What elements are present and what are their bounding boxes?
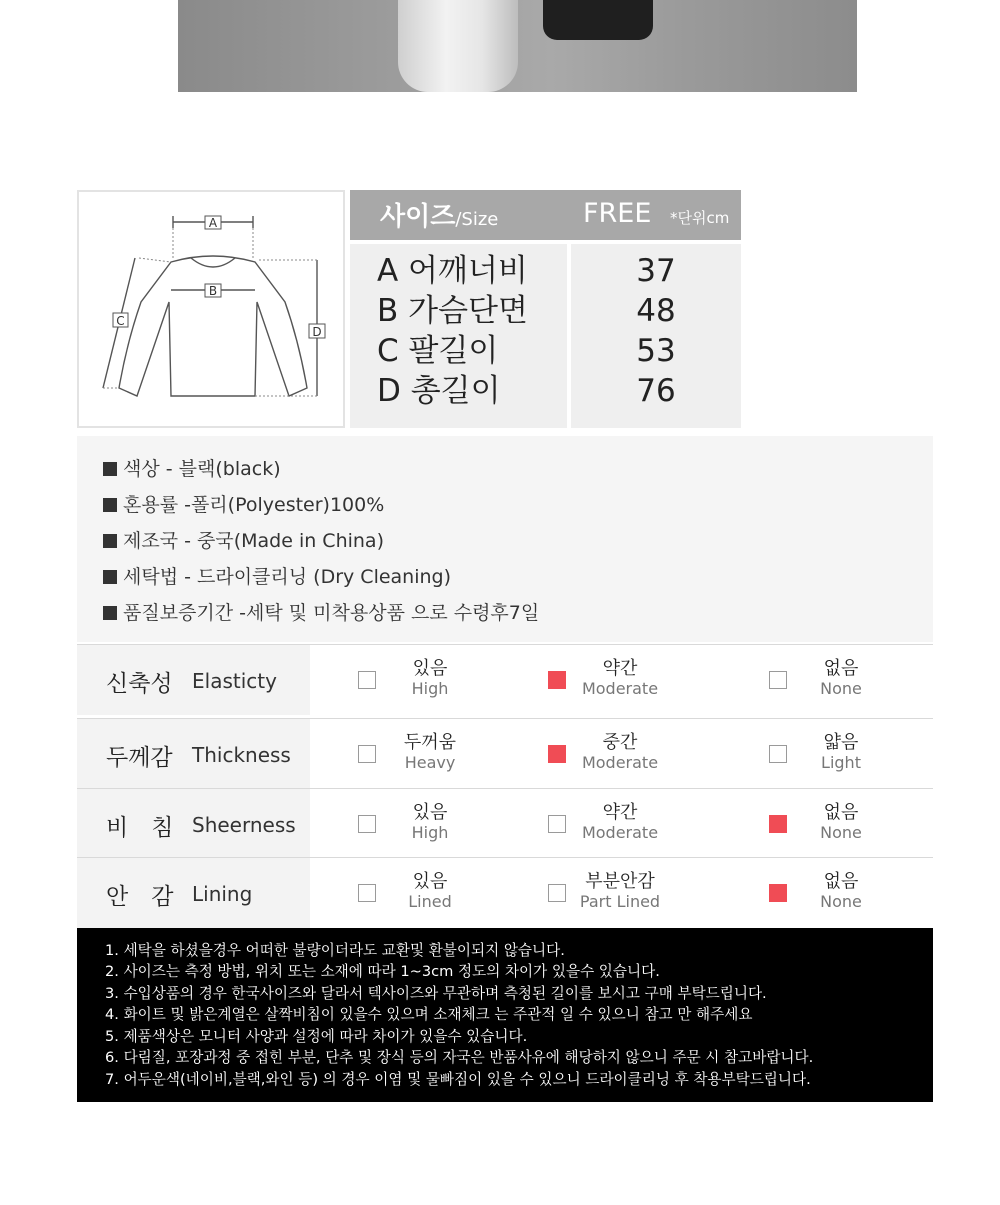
attr-option: 부분안감 Part Lined: [548, 872, 698, 916]
photo-pants: [398, 0, 518, 92]
attr-name-cell: [77, 858, 310, 928]
bullet-square-icon: [103, 462, 117, 476]
notice-box: [77, 928, 933, 1102]
size-header-label: 사이즈/Size: [380, 202, 499, 232]
notice-line: 4. 화이트 및 밝은계열은 살짝비침이 있을수 있으며 소재체크 는 주관적 일 수 있으니 참고 만 해주세요: [105, 1006, 753, 1023]
checkbox-icon: [548, 884, 566, 902]
attr-name-cell: [77, 789, 310, 859]
attr-name-ko: 두께감: [106, 745, 173, 771]
attr-row-sheerness: [77, 788, 933, 859]
size-values: [571, 244, 741, 428]
info-line: 혼용률 -폴리(Polyester)100%: [103, 490, 384, 517]
notice-line: 6. 다림질, 포장과정 중 접힌 부분, 단추 및 장식 등의 자국은 반품사유에 해당하지 않으니 주문 시 참고바랍니다.: [105, 1049, 814, 1066]
attr-name-cell: [77, 645, 310, 715]
info-line: 색상 - 블랙(black): [103, 454, 281, 481]
attr-option: 얇음 Light: [769, 733, 919, 777]
attr-option: 없음 None: [769, 872, 919, 916]
notice-line: 2. 사이즈는 측정 방법, 위치 또는 소재에 따라 1~3cm 정도의 차이가 있을수 있습니다.: [105, 963, 660, 980]
notice-line: 7. 어두운색(네이비,블랙,와인 등) 의 경우 이염 및 물빠짐이 있을 수 있으니 드라이클리닝 후 착용부탁드립니다.: [105, 1071, 811, 1088]
checkbox-icon: [769, 745, 787, 763]
attr-name-en: Thickness: [192, 743, 291, 767]
checkbox-checked-icon: [548, 671, 566, 689]
size-label: B 가슴단면: [377, 293, 528, 329]
size-table-header: [350, 190, 741, 240]
checkbox-icon: [358, 815, 376, 833]
notice-line: 1. 세탁을 하셨을경우 어떠한 불량이더라도 교환및 환불이되지 않습니다.: [105, 942, 565, 959]
attr-option: 없음 None: [769, 803, 919, 847]
attr-option: 있음 High: [358, 659, 508, 703]
size-value: 48: [636, 293, 676, 329]
info-line: 품질보증기간 -세탁 및 미착용상품 으로 수령후7일: [103, 598, 539, 625]
notice-line: 3. 수입상품의 경우 한국사이즈와 달라서 텍사이즈와 무관하며 측청된 길이를 보시고 구매 부탁드립니다.: [105, 985, 767, 1002]
attr-option: 약간 Moderate: [548, 659, 698, 703]
attr-row-lining: [77, 857, 933, 928]
size-label: A 어깨너비: [377, 253, 528, 289]
size-value: 37: [636, 253, 676, 289]
tshirt-diagram-icon: [79, 192, 343, 426]
size-label: D 총길이: [377, 373, 501, 409]
attr-option: 있음 High: [358, 803, 508, 847]
size-label: C 팔길이: [377, 333, 499, 369]
attr-option: 없음 None: [769, 659, 919, 703]
bullet-square-icon: [103, 570, 117, 584]
attr-row-thickness: [77, 718, 933, 789]
checkbox-checked-icon: [769, 815, 787, 833]
attr-option: 있음 Lined: [358, 872, 508, 916]
attr-name-cell: [77, 719, 310, 789]
size-header-free: FREE: [583, 198, 652, 229]
bullet-square-icon: [103, 498, 117, 512]
marker-c: C: [116, 314, 125, 328]
attr-option: 중간 Moderate: [548, 733, 698, 777]
checkbox-icon: [358, 884, 376, 902]
marker-a: A: [208, 216, 218, 230]
attr-name-ko: 안 감: [106, 884, 174, 910]
attr-name-en: Elasticty: [192, 669, 277, 693]
checkbox-checked-icon: [769, 884, 787, 902]
checkbox-icon: [358, 671, 376, 689]
checkbox-icon: [358, 745, 376, 763]
size-labels: [350, 244, 567, 428]
size-value: 53: [636, 333, 676, 369]
attr-option: 약간 Moderate: [548, 803, 698, 847]
product-photo: [178, 0, 857, 92]
attr-name-ko: 신축성: [106, 671, 173, 697]
photo-bag: [543, 0, 653, 40]
attr-name-en: Lining: [192, 882, 253, 906]
attr-name-ko: 비 침: [106, 815, 174, 841]
size-diagram: [77, 190, 345, 428]
notice-line: 5. 제품색상은 모니터 사양과 설정에 따라 차이가 있을수 있습니다.: [105, 1028, 528, 1045]
info-line: 세탁법 - 드라이클리닝 (Dry Cleaning): [103, 562, 451, 589]
attr-option: 두꺼움 Heavy: [358, 733, 508, 777]
product-info: [77, 436, 933, 642]
attr-name-en: Sheerness: [192, 813, 296, 837]
marker-b: B: [208, 284, 218, 298]
bullet-square-icon: [103, 606, 117, 620]
info-line: 제조국 - 중국(Made in China): [103, 526, 384, 553]
checkbox-icon: [769, 671, 787, 689]
checkbox-icon: [548, 815, 566, 833]
bullet-square-icon: [103, 534, 117, 548]
attr-row-elasticity: [77, 644, 933, 715]
unit-note: *단위cm: [670, 209, 730, 227]
size-value: 76: [636, 373, 676, 409]
marker-d: D: [312, 325, 322, 339]
checkbox-checked-icon: [548, 745, 566, 763]
